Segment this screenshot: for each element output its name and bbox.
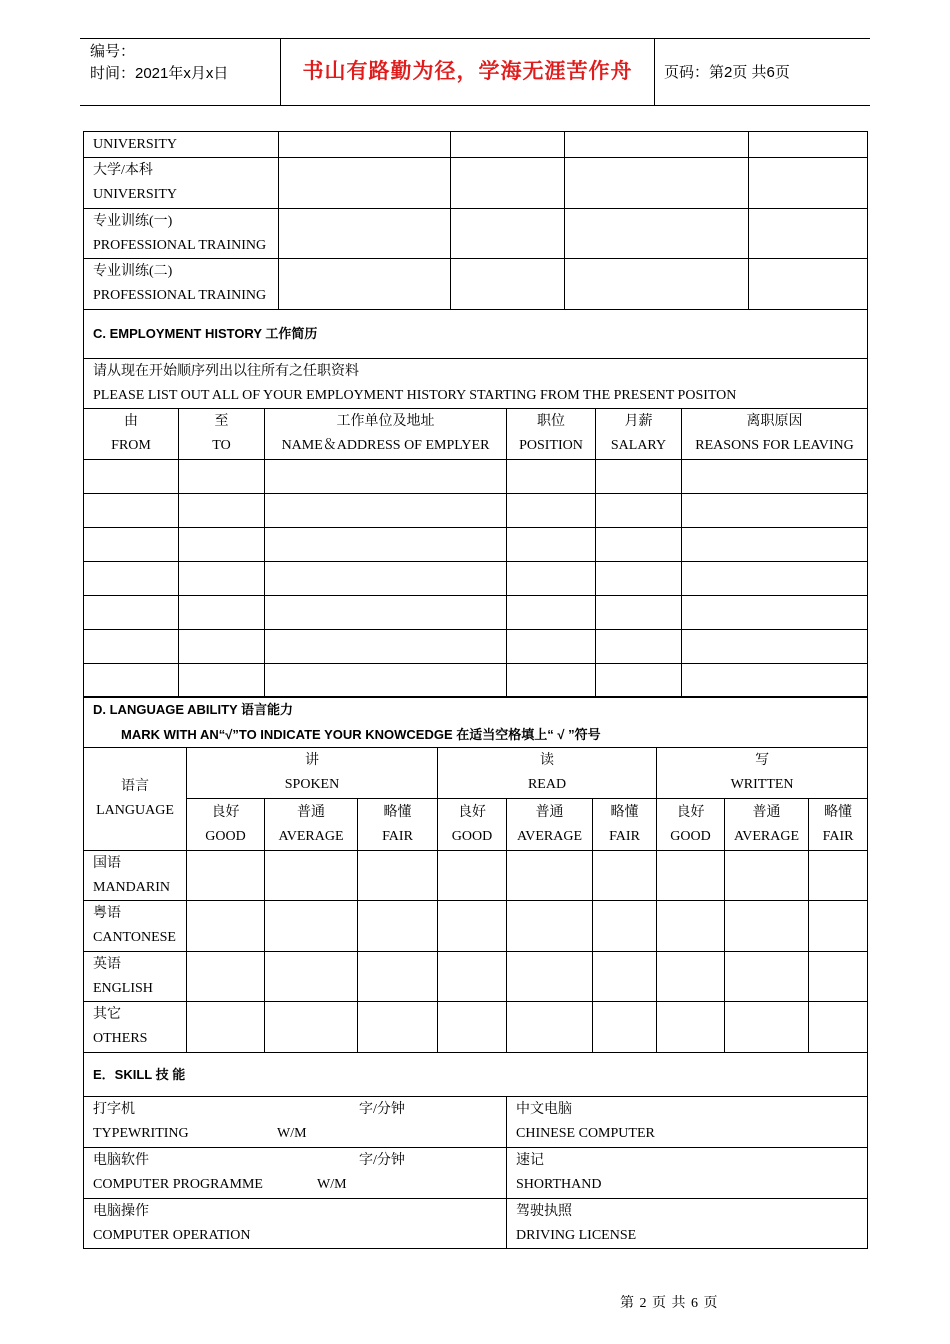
check-cell[interactable] <box>265 851 358 901</box>
employment-cell[interactable] <box>179 562 265 596</box>
language-title-line1: D. LANGUAGE ABILITY 语言能力 <box>93 702 294 717</box>
employment-cell[interactable] <box>265 562 507 596</box>
driving-license-field[interactable] <box>507 1199 868 1249</box>
employment-table <box>83 309 868 698</box>
education-row <box>84 132 868 158</box>
employment-cell[interactable] <box>507 460 596 494</box>
skill-row <box>84 1097 868 1148</box>
check-cell[interactable] <box>507 901 593 952</box>
language-row-mandarin <box>84 851 868 901</box>
employment-cell[interactable] <box>179 528 265 562</box>
education-cell[interactable] <box>451 158 565 209</box>
check-cell[interactable] <box>725 1002 809 1053</box>
column-header-reasons: 离职原因 REASONS FOR LEAVING <box>682 409 868 460</box>
employment-cell[interactable] <box>179 494 265 528</box>
employment-cell[interactable] <box>179 596 265 630</box>
language-label: 粤语 CANTONESE <box>84 901 187 952</box>
license-label-en: DRIVING LICENSE <box>516 1227 637 1243</box>
education-cell[interactable] <box>565 158 749 209</box>
employment-cell[interactable] <box>265 528 507 562</box>
education-label-en: PROFESSIONAL TRAINING <box>93 288 267 303</box>
check-cell[interactable] <box>187 851 265 901</box>
check-cell[interactable] <box>593 901 657 952</box>
employment-row <box>84 664 868 698</box>
typewriting-unit-en: W/M <box>277 1126 307 1141</box>
education-label-en: UNIVERSITY <box>93 187 177 202</box>
skill-title-row <box>84 1053 868 1097</box>
employment-cell[interactable] <box>682 596 868 630</box>
license-label-zh: 驾驶执照 <box>516 1203 572 1219</box>
page-footer: 第 2 页 共 6 页 <box>620 1296 719 1311</box>
language-row-cantonese <box>84 901 868 952</box>
employment-cell[interactable] <box>682 528 868 562</box>
employment-cell[interactable] <box>179 630 265 664</box>
programme-unit-zh: 字/分钟 <box>359 1153 405 1168</box>
level-header-good: 良好 GOOD <box>657 799 725 851</box>
employment-cell[interactable] <box>179 460 265 494</box>
check-cell[interactable] <box>593 1002 657 1053</box>
education-label <box>84 158 279 209</box>
level-header-average: 普通 AVERAGE <box>725 799 809 851</box>
language-column-header: 语言 LANGUAGE <box>84 748 187 851</box>
employment-cell[interactable] <box>596 562 682 596</box>
check-cell[interactable] <box>438 952 507 1002</box>
employment-instruction-en: PLEASE LIST OUT ALL OF YOUR EMPLOYMENT HISTORY STARTING FROM THE PRESENT POSITON <box>93 387 737 403</box>
check-cell[interactable] <box>358 1002 438 1053</box>
employment-cell[interactable] <box>682 460 868 494</box>
level-header-good: 良好 GOOD <box>187 799 265 851</box>
employment-cell[interactable] <box>507 596 596 630</box>
employment-cell[interactable] <box>507 630 596 664</box>
page-header <box>80 38 870 106</box>
chinese-computer-label-en: CHINESE COMPUTER <box>516 1126 655 1141</box>
typewriting-label-zh: 打字机 <box>93 1102 135 1117</box>
employment-cell[interactable] <box>682 562 868 596</box>
employment-cell[interactable] <box>84 664 179 698</box>
employment-cell[interactable] <box>507 494 596 528</box>
education-label <box>84 259 279 310</box>
education-cell[interactable] <box>279 209 451 259</box>
education-cell[interactable] <box>279 259 451 310</box>
employment-cell[interactable] <box>179 664 265 698</box>
employment-cell[interactable] <box>84 562 179 596</box>
programme-label-zh: 电脑软件 <box>93 1153 149 1168</box>
typewriting-unit-zh: 字/分钟 <box>359 1102 405 1117</box>
header-motto-cell <box>281 39 655 105</box>
language-title-row <box>84 697 868 748</box>
employment-cell[interactable] <box>84 494 179 528</box>
group-header-written: 写 WRITTEN <box>657 748 868 799</box>
check-cell[interactable] <box>809 901 868 952</box>
employment-row <box>84 630 868 664</box>
check-cell[interactable] <box>265 1002 358 1053</box>
employment-cell[interactable] <box>507 562 596 596</box>
check-cell[interactable] <box>358 901 438 952</box>
skill-section-title: E．SKILL 技 能 <box>84 1053 868 1097</box>
group-header-read: 读 READ <box>438 748 657 799</box>
education-cell[interactable] <box>565 132 749 158</box>
typewriting-field[interactable] <box>84 1097 507 1148</box>
header-page-cell <box>655 39 870 105</box>
check-cell[interactable] <box>593 851 657 901</box>
education-cell[interactable] <box>279 158 451 209</box>
chinese-computer-label-zh: 中文电脑 <box>516 1102 572 1117</box>
shorthand-label-en: SHORTHAND <box>516 1177 602 1192</box>
education-table <box>83 131 868 310</box>
column-header-employer: 工作单位及地址 NAME＆ADDRESS OF EMPLYER <box>265 409 507 460</box>
check-cell[interactable] <box>265 952 358 1002</box>
check-cell[interactable] <box>358 952 438 1002</box>
employment-cell[interactable] <box>596 528 682 562</box>
employment-cell[interactable] <box>265 596 507 630</box>
education-label-zh: 大学/本科 <box>93 163 153 178</box>
check-cell[interactable] <box>507 1002 593 1053</box>
employment-cell[interactable] <box>84 596 179 630</box>
column-header-position: 职位 POSITION <box>507 409 596 460</box>
employment-row <box>84 528 868 562</box>
check-cell[interactable] <box>725 901 809 952</box>
language-label: 其它 OTHERS <box>84 1002 187 1053</box>
employment-cell[interactable] <box>265 460 507 494</box>
column-header-to: 至 TO <box>179 409 265 460</box>
check-cell[interactable] <box>725 851 809 901</box>
employment-section-title: C. EMPLOYMENT HISTORY 工作简历 <box>84 310 868 359</box>
check-cell[interactable] <box>809 1002 868 1053</box>
check-cell[interactable] <box>593 952 657 1002</box>
employment-cell[interactable] <box>682 630 868 664</box>
employment-title-row <box>84 310 868 359</box>
header-page-label: 页码：第2页 共6页 <box>664 64 790 81</box>
level-header-fair: 略懂 FAIR <box>593 799 657 851</box>
employment-row <box>84 494 868 528</box>
education-cell[interactable] <box>749 158 868 209</box>
employment-cell[interactable] <box>596 460 682 494</box>
shorthand-field[interactable] <box>507 1148 868 1199</box>
education-cell[interactable] <box>749 132 868 158</box>
language-row-others <box>84 1002 868 1053</box>
skill-table <box>83 1052 868 1249</box>
education-label <box>84 132 279 158</box>
check-cell[interactable] <box>187 952 265 1002</box>
skill-row <box>84 1199 868 1249</box>
employment-cell[interactable] <box>596 630 682 664</box>
check-cell[interactable] <box>809 952 868 1002</box>
check-cell[interactable] <box>187 901 265 952</box>
language-table <box>83 696 868 1053</box>
language-row-english <box>84 952 868 1002</box>
chinese-computer-field[interactable] <box>507 1097 868 1148</box>
employment-instruction <box>84 359 868 409</box>
education-cell[interactable] <box>565 259 749 310</box>
education-row <box>84 259 868 310</box>
employment-cell[interactable] <box>682 664 868 698</box>
employment-instruction-zh: 请从现在开始顺序列出以往所有之任职资料 <box>93 363 359 379</box>
employment-row <box>84 562 868 596</box>
employment-header-row <box>84 409 868 460</box>
education-label-en: PROFESSIONAL TRAINING <box>93 237 267 253</box>
education-cell[interactable] <box>279 132 451 158</box>
language-label: 国语 MANDARIN <box>84 851 187 901</box>
employment-cell[interactable] <box>596 494 682 528</box>
level-header-fair: 略懂 FAIR <box>358 799 438 851</box>
education-row <box>84 209 868 259</box>
education-cell[interactable] <box>749 259 868 310</box>
programme-unit-en: W/M <box>317 1177 347 1192</box>
language-label: 英语 ENGLISH <box>84 952 187 1002</box>
check-cell[interactable] <box>657 901 725 952</box>
level-header-good: 良好 GOOD <box>438 799 507 851</box>
programme-label-en: COMPUTER PROGRAMME <box>93 1177 263 1192</box>
check-cell[interactable] <box>657 1002 725 1053</box>
language-section-title <box>84 697 868 748</box>
education-label-en: UNIVERSITY <box>93 136 177 152</box>
employment-cell[interactable] <box>84 630 179 664</box>
skill-row <box>84 1148 868 1199</box>
employment-row <box>84 460 868 494</box>
employment-cell[interactable] <box>682 494 868 528</box>
employment-instruction-row <box>84 359 868 409</box>
check-cell[interactable] <box>657 952 725 1002</box>
employment-cell[interactable] <box>84 460 179 494</box>
employment-cell[interactable] <box>265 494 507 528</box>
education-label-zh: 专业训练(一) <box>93 213 173 229</box>
level-header-fair: 略懂 FAIR <box>809 799 868 851</box>
shorthand-label-zh: 速记 <box>516 1153 544 1168</box>
column-header-from: 由 FROM <box>84 409 179 460</box>
employment-cell[interactable] <box>507 528 596 562</box>
operation-label-en: COMPUTER OPERATION <box>93 1227 251 1243</box>
education-label-zh: 专业训练(二) <box>93 264 173 279</box>
check-cell[interactable] <box>265 901 358 952</box>
employment-cell[interactable] <box>265 664 507 698</box>
education-cell[interactable] <box>565 209 749 259</box>
check-cell[interactable] <box>809 851 868 901</box>
check-cell[interactable] <box>438 901 507 952</box>
education-row <box>84 158 868 209</box>
computer-operation-field[interactable] <box>84 1199 507 1249</box>
education-cell[interactable] <box>451 259 565 310</box>
employment-cell[interactable] <box>596 596 682 630</box>
header-motto: 书山有路勤为径，学海无涯苦作舟 <box>302 60 633 83</box>
employment-row <box>84 596 868 630</box>
level-header-average: 普通 AVERAGE <box>265 799 358 851</box>
employment-cell[interactable] <box>507 664 596 698</box>
education-label <box>84 209 279 259</box>
check-cell[interactable] <box>187 1002 265 1053</box>
check-cell[interactable] <box>358 851 438 901</box>
language-level-row <box>84 799 868 851</box>
check-cell[interactable] <box>438 851 507 901</box>
operation-label-zh: 电脑操作 <box>93 1203 149 1219</box>
computer-programme-field[interactable] <box>84 1148 507 1199</box>
check-cell[interactable] <box>725 952 809 1002</box>
education-cell[interactable] <box>451 209 565 259</box>
column-header-salary: 月薪 SALARY <box>596 409 682 460</box>
language-title-line2: MARK WITH AN“√”TO INDICATE YOUR KNOWCEDGE 在适当空格填上“ √ ”符号 <box>121 727 601 742</box>
education-cell[interactable] <box>451 132 565 158</box>
check-cell[interactable] <box>657 851 725 901</box>
typewriting-label-en: TYPEWRITING <box>93 1126 189 1141</box>
header-meta <box>80 39 281 105</box>
document-time-label: 时间：2021年x月x日 <box>90 65 229 82</box>
employment-cell[interactable] <box>265 630 507 664</box>
employment-cell[interactable] <box>596 664 682 698</box>
check-cell[interactable] <box>438 1002 507 1053</box>
check-cell[interactable] <box>507 952 593 1002</box>
group-header-spoken: 讲 SPOKEN <box>187 748 438 799</box>
level-header-average: 普通 AVERAGE <box>507 799 593 851</box>
document-number-label: 编号： <box>90 43 136 60</box>
education-cell[interactable] <box>749 209 868 259</box>
check-cell[interactable] <box>507 851 593 901</box>
language-group-row <box>84 748 868 799</box>
employment-cell[interactable] <box>84 528 179 562</box>
